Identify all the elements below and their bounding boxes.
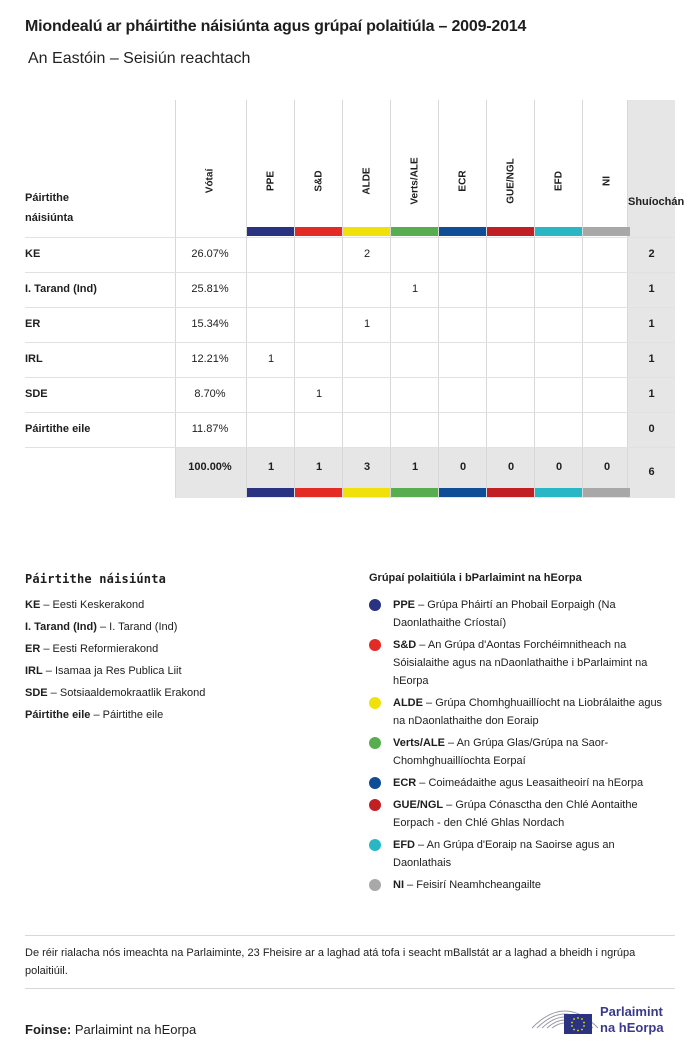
group-legend-item [369,836,669,872]
logo-line1: Parlaimint [600,1004,663,1019]
total-cell: 1 [411,461,419,473]
table-row-votes: 15.34% [191,318,229,330]
table-row-seats: 0 [648,423,655,435]
row-divider [25,342,675,343]
party-legend-name: Sotsiaaldemokraatlik Erakond [59,687,206,699]
group-color-dot-icon [369,697,381,709]
row-divider [25,272,675,273]
group-color-bar [583,227,630,236]
group-legend-code: GUE/NGL [393,799,444,811]
party-legend-code: Páirtithe eile [25,709,91,721]
group-legend-name: Feisirí Neamhcheangailte [416,879,541,891]
row-divider [25,412,675,413]
group-color-dot-icon [369,839,381,851]
source-value: Parlaimint na hEorpa [74,1022,197,1037]
party-legend-item: SDE – Sotsiaaldemokraatlik Erakond [25,687,206,699]
group-legend-name: Grúpa Pháirtí an Phobail Eorpaigh (Na Daonlathaithe Críostaí) [393,599,616,629]
group-legend-item [369,694,669,730]
party-legend-code: IRL [25,665,43,677]
group-legend-code: NI [393,879,404,891]
total-seats: 6 [648,466,655,478]
group-color-bar [487,227,534,236]
table-cell: 1 [267,353,275,365]
group-legend-item [369,876,669,894]
group-color-dot-icon [369,599,381,611]
table-row-party: ER [25,318,41,330]
group-legend-text: Verts/ALE – An Grúpa Glas/Grúpa na Saor-Chomhghuaillíochta Eorpaí [393,737,609,767]
table-row-party: Páirtithe eile [25,423,91,435]
group-header [391,136,439,226]
row-divider [25,307,675,308]
divider [25,988,675,989]
party-column-header: Páirtithe náisiúnta [25,192,74,224]
table-row-seats: 1 [648,283,655,295]
group-legend-item [369,734,669,770]
group-legend-text: PPE – Grúpa Pháirtí an Phobail Eorpaigh (Na Daonlathaithe Críostaí) [393,599,616,629]
group-color-bar [391,488,438,497]
party-legend-code: ER [25,643,41,655]
row-divider [25,237,675,238]
group-legend-item [369,636,669,690]
group-header [487,136,535,226]
total-votes: 100.00% [188,461,232,473]
footnote: De réir rialacha nós imeachta na Parlaiminte, 23 Fheisire ar a laghad atá tofa i seacht mBallstát ar a laghad a bheidh i ngrúpa polaitiúil. [25,947,636,977]
group-legend-text: S&D – An Grúpa d'Aontas Forchéimnitheach na Sóisialaithe agus na nDaonlathaithe i bParlaimint na hEorpa [393,639,648,687]
group-legend-text: ALDE – Grúpa Chomhghuaillíocht na Liobrálaithe agus na nDaonlathaithe don Eoraip [393,697,663,727]
group-color-bar [247,227,294,236]
table-cell: 1 [363,318,371,330]
group-legend-code: Verts/ALE [393,737,445,749]
group-legend-item [369,596,669,632]
group-color-bar [295,488,342,497]
group-header-label: Verts/ALE [409,157,421,205]
party-legend-item: IRL – Isamaa ja Res Publica Liit [25,665,182,677]
group-legend-code: PPE [393,599,416,611]
group-color-bar [535,488,582,497]
page-subtitle: An Eastóin – Seisiún reachtach [28,50,251,67]
group-legend-text: ECR – Coimeádaithe agus Leasaitheoirí na hEorpa [393,777,644,789]
total-cell: 0 [555,461,563,473]
party-legend-name: Eesti Keskerakond [52,599,145,611]
logo-text [600,1004,664,1036]
group-legend-name: An Grúpa d'Aontas Forchéimnitheach na Sóisialaithe agus na nDaonlathaithe i bParlaimint na hEorpa [393,639,648,687]
party-legend-item: I. Tarand (Ind) – I. Tarand (Ind) [25,621,178,633]
group-color-bar [295,227,342,236]
table-row-votes: 8.70% [194,388,226,400]
group-legend-text: GUE/NGL – Grúpa Cónasctha den Chlé Aontaithe Eorpach - den Chlé Ghlas Nordach [393,799,638,829]
party-legend-code: I. Tarand (Ind) [25,621,97,633]
table-row-votes: 25.81% [191,283,229,295]
group-header-label: PPE [265,170,277,192]
group-header-label: GUE/NGL [505,158,517,204]
party-legend-item: Páirtithe eile – Páirtithe eile [25,709,164,721]
divider [25,935,675,936]
group-legend-code: ECR [393,777,417,789]
group-legend-code: EFD [393,839,415,851]
group-legend-code: ALDE [393,697,423,709]
page-title: Miondealú ar pháirtithe náisiúnta agus grúpaí polaitiúla – 2009-2014 [25,18,527,35]
group-color-dot-icon [369,879,381,891]
party-legend-item: KE – Eesti Keskerakond [25,599,145,611]
group-legend-item [369,774,669,792]
group-legend-name: Coimeádaithe agus Leasaitheoirí na hEorpa [428,777,644,789]
group-legend-name: Grúpa Chomhghuaillíocht na Liobrálaithe agus na nDaonlathaithe don Eoraip [393,697,663,727]
group-color-dot-icon [369,737,381,749]
source-label: Foinse: [25,1022,72,1037]
group-color-bar [583,488,630,497]
party-legend-name: Eesti Reformierakond [52,643,159,655]
group-header [439,136,487,226]
table-row-party: IRL [25,353,43,365]
group-header [583,136,631,226]
results-table [25,100,685,498]
table-row-seats: 1 [648,353,655,365]
group-header-label: ECR [457,170,469,192]
group-header [343,136,391,226]
votes-column-header-label: Vótaí [204,168,216,194]
party-legend-title: Páirtithe náisiúnta [25,572,167,586]
group-color-dot-icon [369,639,381,651]
total-cell: 1 [267,461,275,473]
group-header-label: ALDE [361,167,373,195]
group-color-bar [439,227,486,236]
group-header [535,136,583,226]
group-color-bar [343,227,390,236]
row-divider [25,377,675,378]
group-color-bar [247,488,294,497]
group-color-bar [343,488,390,497]
table-row-party: SDE [25,388,48,400]
total-cell: 0 [459,461,467,473]
group-legend-name: Grúpa Cónasctha den Chlé Aontaithe Eorpach - den Chlé Ghlas Nordach [393,799,638,829]
group-color-bar [535,227,582,236]
group-legend-code: S&D [393,639,417,651]
group-legend-text: EFD – An Grúpa d'Eoraip na Saoirse agus an Daonlathais [393,839,615,869]
table-row-seats: 2 [648,248,655,260]
table-row-votes: 26.07% [191,248,229,260]
party-legend-item: ER – Eesti Reformierakond [25,643,159,655]
group-header [295,136,343,226]
group-header-label: EFD [553,171,565,191]
group-header [247,136,295,226]
group-color-bar [439,488,486,497]
party-legend-name: Isamaa ja Res Publica Liit [54,665,182,677]
group-color-dot-icon [369,777,381,789]
group-header-label: NI [601,176,613,186]
group-legend-name: An Grúpa d'Eoraip na Saoirse agus an Daonlathais [393,839,615,869]
group-legend-text: NI – Feisirí Neamhcheangailte [393,879,541,891]
group-header-label: S&D [313,170,325,192]
table-row-party: KE [25,248,41,260]
table-row-votes: 12.21% [191,353,229,365]
party-legend-code: KE [25,599,41,611]
table-cell: 1 [315,388,323,400]
group-legend-item [369,796,669,832]
total-cell: 1 [315,461,323,473]
total-cell: 0 [507,461,515,473]
table-row-seats: 1 [648,388,655,400]
source-line [25,1022,196,1037]
party-legend-name: I. Tarand (Ind) [109,621,178,633]
group-color-bar [487,488,534,497]
table-row-seats: 1 [648,318,655,330]
total-cell: 3 [363,461,371,473]
table-row-party: I. Tarand (Ind) [25,283,97,295]
group-color-dot-icon [369,799,381,811]
table-cell: 1 [411,283,419,295]
total-cell: 0 [603,461,611,473]
group-legend-name: An Grúpa Glas/Grúpa na Saor-Chomhghuaillíochta Eorpaí [393,737,609,767]
group-legend-title: Grúpaí polaitiúla i bParlaimint na hEorpa [369,572,582,584]
table-row-votes: 11.87% [191,423,229,435]
seats-column-header: Shuíochán [628,196,685,208]
party-legend-code: SDE [25,687,48,699]
table-cell: 2 [363,248,371,260]
group-color-bar [391,227,438,236]
party-legend-name: Páirtithe eile [102,709,164,721]
row-divider [25,447,675,448]
logo-line2: na hEorpa [600,1020,664,1035]
votes-column-header [186,136,234,226]
